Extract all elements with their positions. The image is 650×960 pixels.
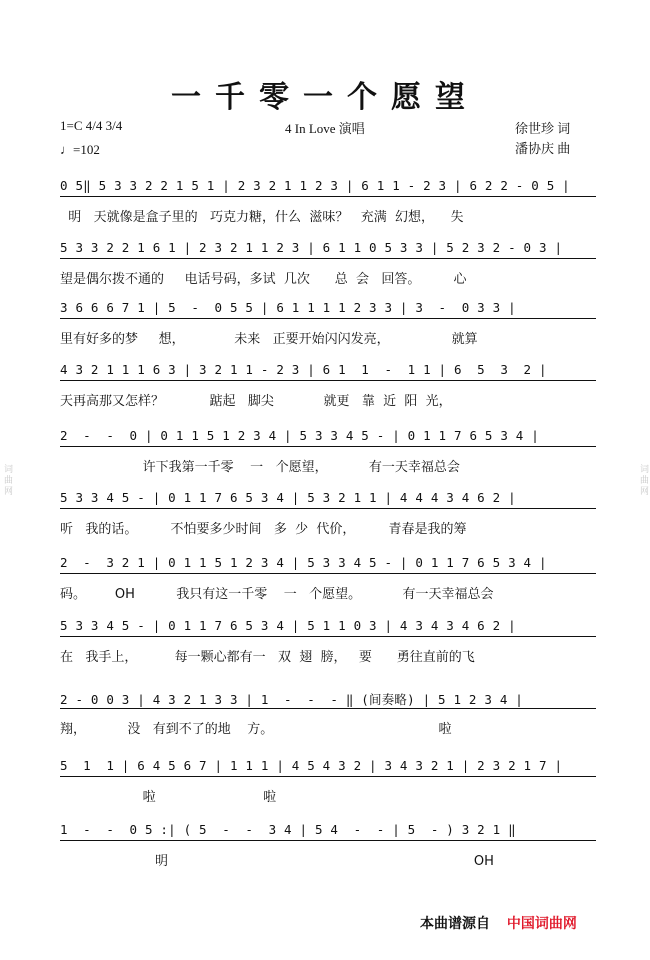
- singer-credit: 4 In Love 演唱: [285, 121, 365, 136]
- footer: [420, 913, 577, 933]
- footer-source-text: 本曲谱源自: [420, 916, 490, 932]
- footer-site-link[interactable]: 中国词曲网: [506, 916, 577, 932]
- watermark-right: 词曲网: [638, 463, 648, 497]
- notation-line: 2 - 0 0 3 | 4 3 2 1 3 3 | 1 - - - ‖ (间奏略) | 5 1 2 3 4 |: [60, 692, 524, 707]
- notation-line: 2 - - 0 | 0 1 1 5 1 2 3 4 | 5 3 3 4 5 - | 0 1 1 7 6 5 3 4 |: [60, 428, 539, 443]
- page-title: 一千零一个愿望: [171, 80, 479, 115]
- notation-line: 4 3 2 1 1 1 6 3 | 3 2 1 1 - 2 3 | 6 1 1 - 1 1 | 6 5 3 2 |: [60, 362, 547, 377]
- tempo-marking: ♩=102: [60, 142, 100, 157]
- underline-beam: [60, 708, 596, 709]
- key-signature: 1=C 4/4 3/4: [60, 118, 123, 133]
- underline-beam: [60, 318, 596, 319]
- underline-beam: [60, 636, 596, 637]
- lyricist-credit: 徐世珍 词: [515, 121, 571, 136]
- lyric-line: 翔， 没 有到不了的地 方。 啦: [60, 722, 452, 737]
- underline-beam: [60, 776, 596, 777]
- lyric-line: 听 我的话。 不怕要多少时间 多 少 代价， 青春是我的筹: [60, 522, 467, 537]
- lyric-line: 码。 OH 我只有这一千零 一 个愿望。 有一天幸福总会: [60, 587, 494, 602]
- watermark-left: 词曲网: [2, 463, 12, 497]
- lyric-line: 天再高那又怎样？ 踮起 脚尖 就更 靠 近 阳 光，: [60, 394, 452, 409]
- underline-beam: [60, 196, 596, 197]
- underline-beam: [60, 446, 596, 447]
- lyric-line: 里有好多的梦 想， 未来 正要开始闪闪发亮， 就算: [60, 332, 478, 347]
- notation-line: 1 - - 0 5 :| ( 5 - - 3 4 | 5 4 - - | 5 - ) 3 2 1 ‖: [60, 822, 516, 837]
- lyric-line: 明 OH: [60, 854, 494, 869]
- notation-line: 5 1 1 | 6 4 5 6 7 | 1 1 1 | 4 5 4 3 2 | 3 4 3 2 1 | 2 3 2 1 7 |: [60, 758, 563, 773]
- lyric-line: 啦 啦: [60, 790, 277, 805]
- notation-line: 5 3 3 4 5 - | 0 1 1 7 6 5 3 4 | 5 3 2 1 1 | 4 4 4 3 4 6 2 |: [60, 490, 516, 505]
- notation-line: 3 6 6 6 7 1 | 5 - 0 5 5 | 6 1 1 1 1 2 3 3 | 3 - 0 3 3 |: [60, 300, 516, 315]
- underline-beam: [60, 380, 596, 381]
- composer-credit: 潘协庆 曲: [515, 141, 571, 156]
- underline-beam: [60, 840, 596, 841]
- notation-line: 0 5‖ 5 3 3 2 2 1 5 1 | 2 3 2 1 1 2 3 | 6 1 1 - 2 3 | 6 2 2 - 0 5 |: [60, 178, 570, 193]
- lyric-line: 明 天就像是盒子里的 巧克力糖，什么 滋味？ 充满 幻想， 失: [60, 210, 464, 225]
- lyric-line: 望是偶尔拨不通的 电话号码，多试 几次 总 会 回答。 心: [60, 272, 467, 287]
- lyric-line: 在 我手上， 每一颗心都有一 双 翅 膀， 要 勇往直前的飞: [60, 650, 475, 665]
- underline-beam: [60, 508, 596, 509]
- lyric-line: 许下我第一千零 一 个愿望， 有一天幸福总会: [60, 460, 460, 475]
- underline-beam: [60, 573, 596, 574]
- notation-line: 2 - 3 2 1 | 0 1 1 5 1 2 3 4 | 5 3 3 4 5 - | 0 1 1 7 6 5 3 4 |: [60, 555, 547, 570]
- notation-line: 5 3 3 2 2 1 6 1 | 2 3 2 1 1 2 3 | 6 1 1 0 5 3 3 | 5 2 3 2 - 0 3 |: [60, 240, 563, 255]
- underline-beam: [60, 258, 596, 259]
- notation-line: 5 3 3 4 5 - | 0 1 1 7 6 5 3 4 | 5 1 1 0 3 | 4 3 4 3 4 6 2 |: [60, 618, 516, 633]
